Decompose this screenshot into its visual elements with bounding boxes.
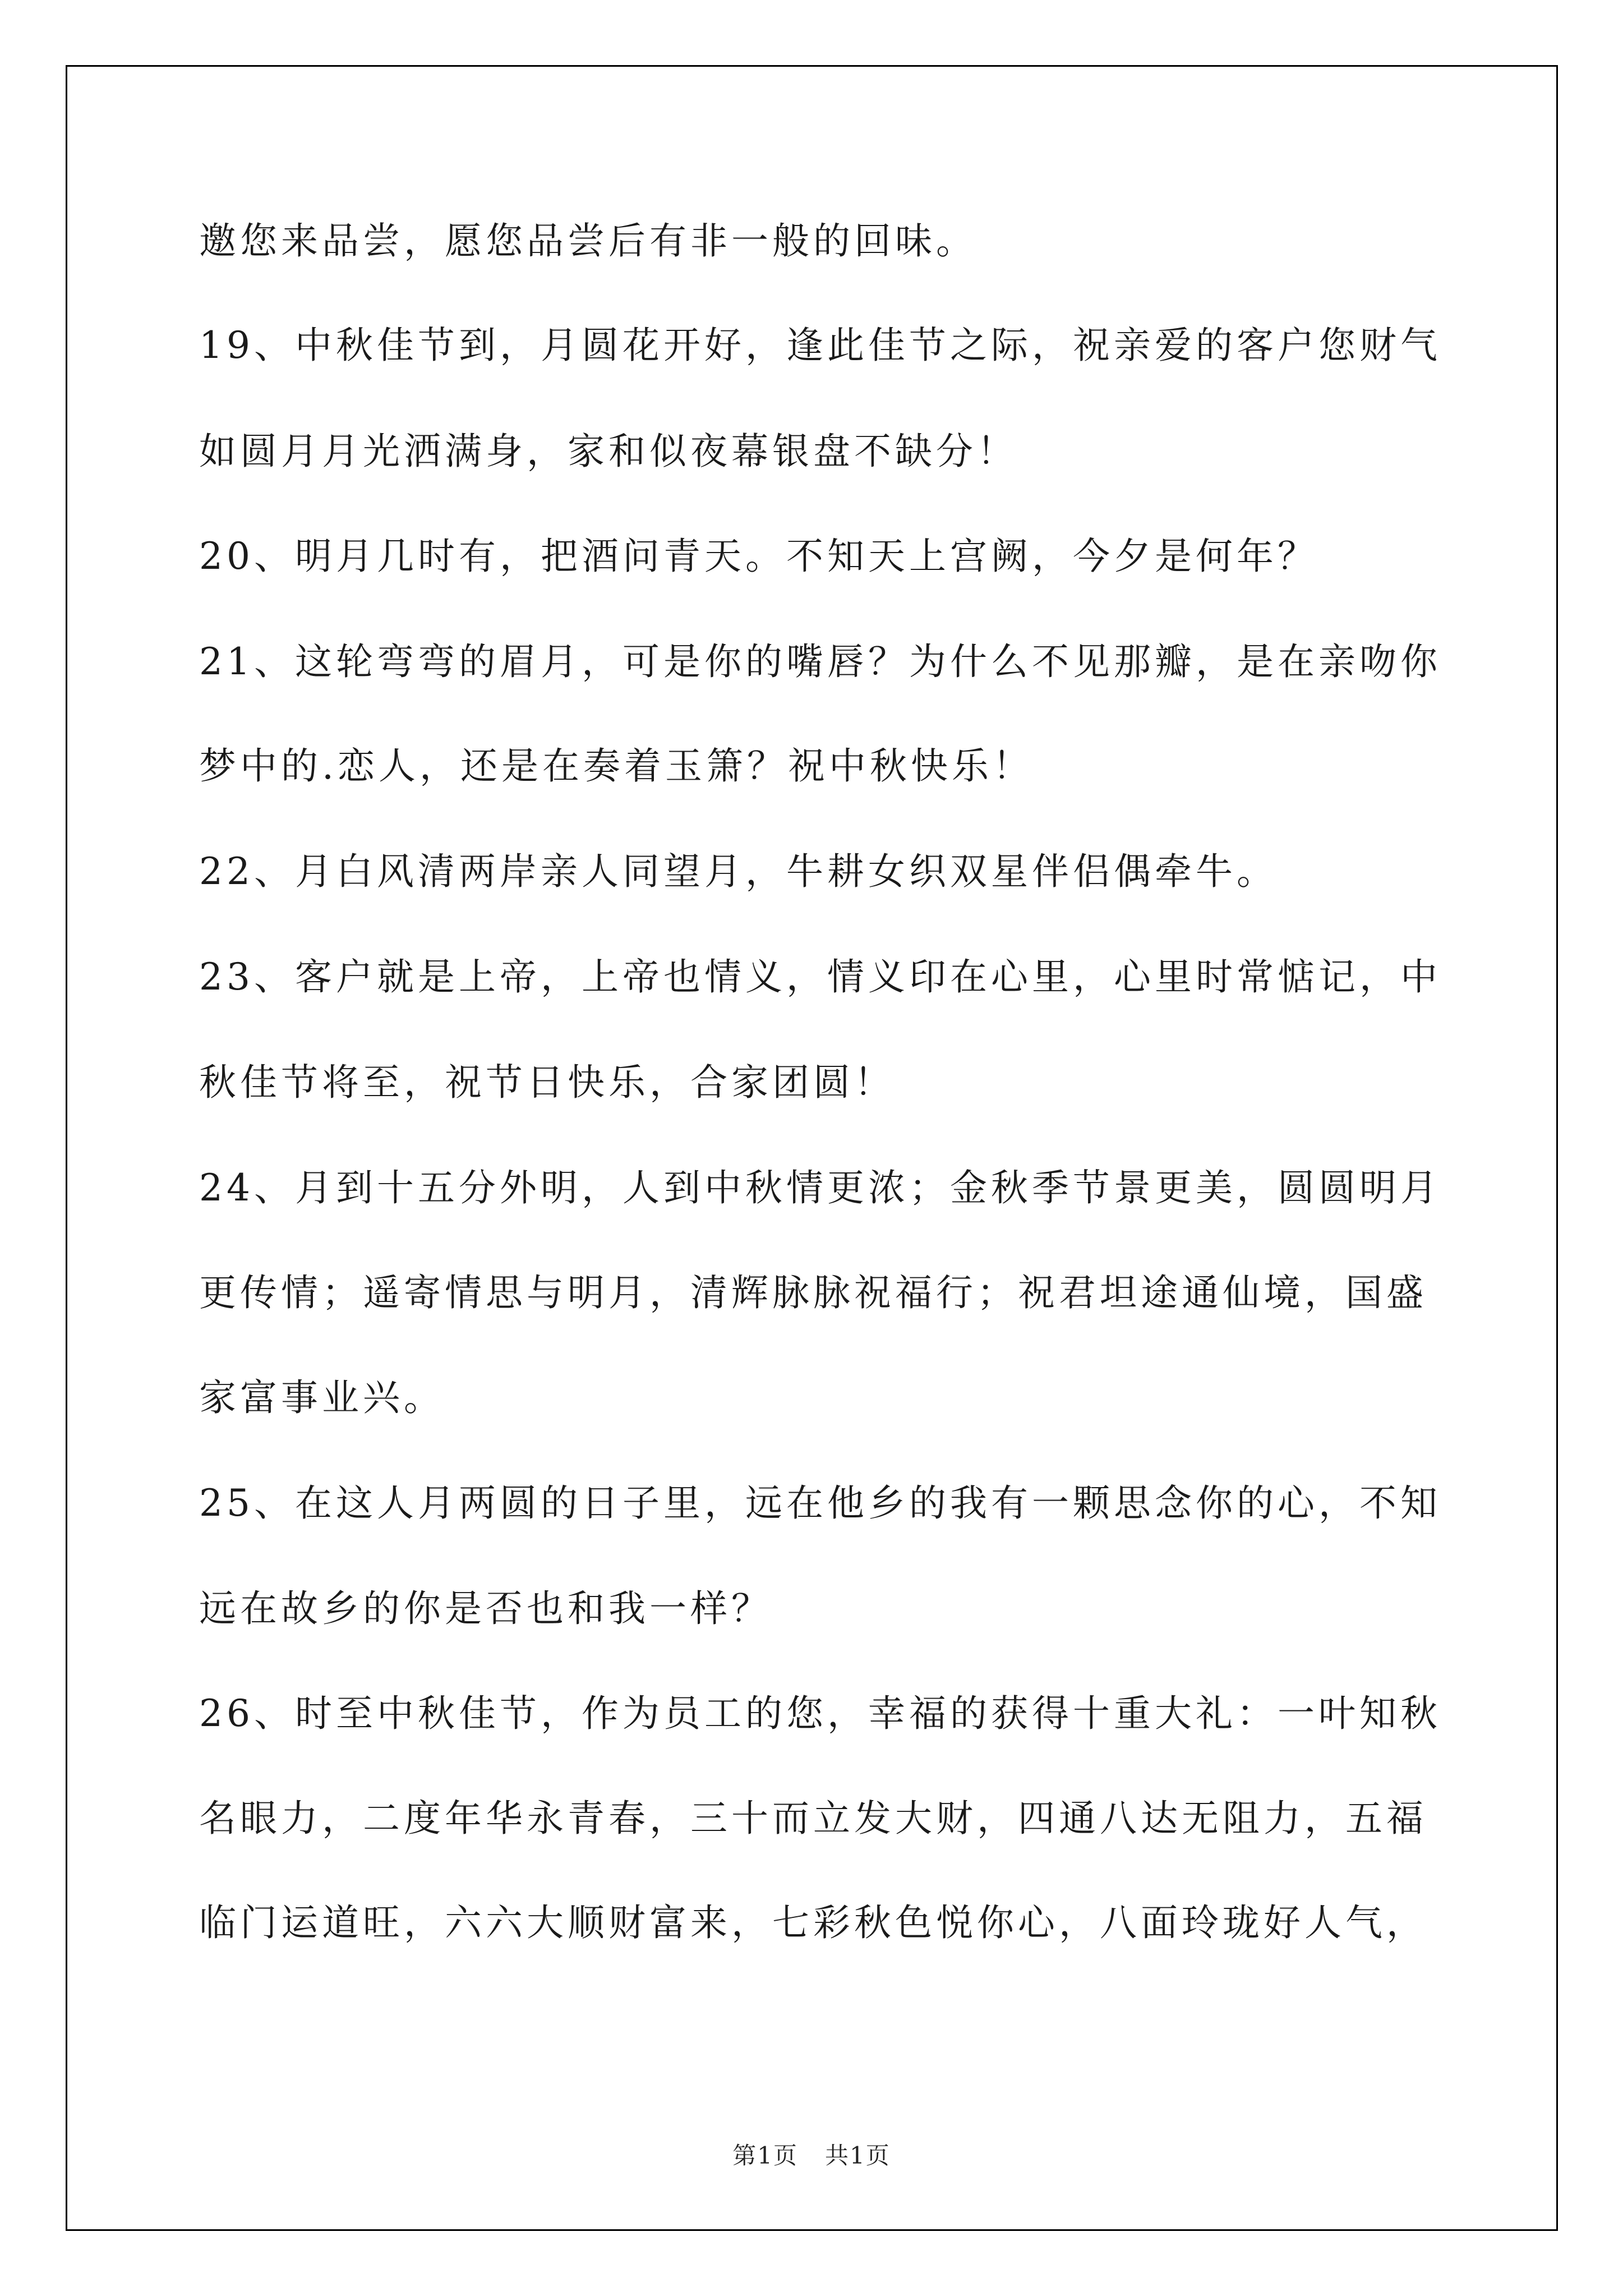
page-total: 共1页 [825, 2142, 891, 2169]
text-line: 如圆月月光洒满身，家和似夜幕银盘不缺分！ [199, 430, 1018, 473]
text-line: 19、中秋佳节到，月圆花开好，逢此佳节之际，祝亲爱的客户您财气 [199, 324, 1441, 367]
text-line: 22、月白风清两岸亲人同望月，牛耕女织双星伴侣偶牵牛。 [199, 850, 1278, 893]
page-footer [0, 2137, 1623, 2171]
text-line: 梦中的.恋人，还是在奏着玉箫？祝中秋快乐！ [199, 744, 1034, 788]
text-line: 24、月到十五分外明，人到中秋情更浓；金秋季节景更美，圆圆明月 [199, 1166, 1441, 1209]
text-line: 家富事业兴。 [199, 1376, 445, 1419]
text-line: 23、客户就是上帝，上帝也情义，情义印在心里，心里时常惦记，中 [199, 955, 1441, 999]
text-line: 20、明月几时有，把酒问青天。不知天上宫阙，今夕是何年？ [199, 535, 1318, 578]
text-line: 邀您来品尝，愿您品尝后有非一般的回味。 [199, 219, 977, 263]
text-line: 远在故乡的你是否也和我一样？ [199, 1587, 772, 1630]
text-line: 21、这轮弯弯的眉月，可是你的嘴唇？为什么不见那瓣，是在亲吻你 [199, 640, 1441, 683]
text-line: 名眼力，二度年华永青春，三十而立发大财，四通八达无阻力，五福 [199, 1797, 1427, 1840]
text-line: 秋佳节将至，祝节日快乐，合家团圆！ [199, 1061, 895, 1104]
text-line: 25、在这人月两圆的日子里，远在他乡的我有一颗思念你的心，不知 [199, 1481, 1441, 1525]
text-line: 临门运道旺，六六大顺财富来，七彩秋色悦你心，八面玲珑好人气， [199, 1901, 1427, 1944]
text-line: 26、时至中秋佳节，作为员工的您，幸福的获得十重大礼：一叶知秋 [199, 1692, 1441, 1735]
text-line: 更传情；遥寄情思与明月，清辉脉脉祝福行；祝君坦途通仙境，国盛 [199, 1271, 1427, 1314]
page-number: 第1页 [732, 2142, 798, 2169]
